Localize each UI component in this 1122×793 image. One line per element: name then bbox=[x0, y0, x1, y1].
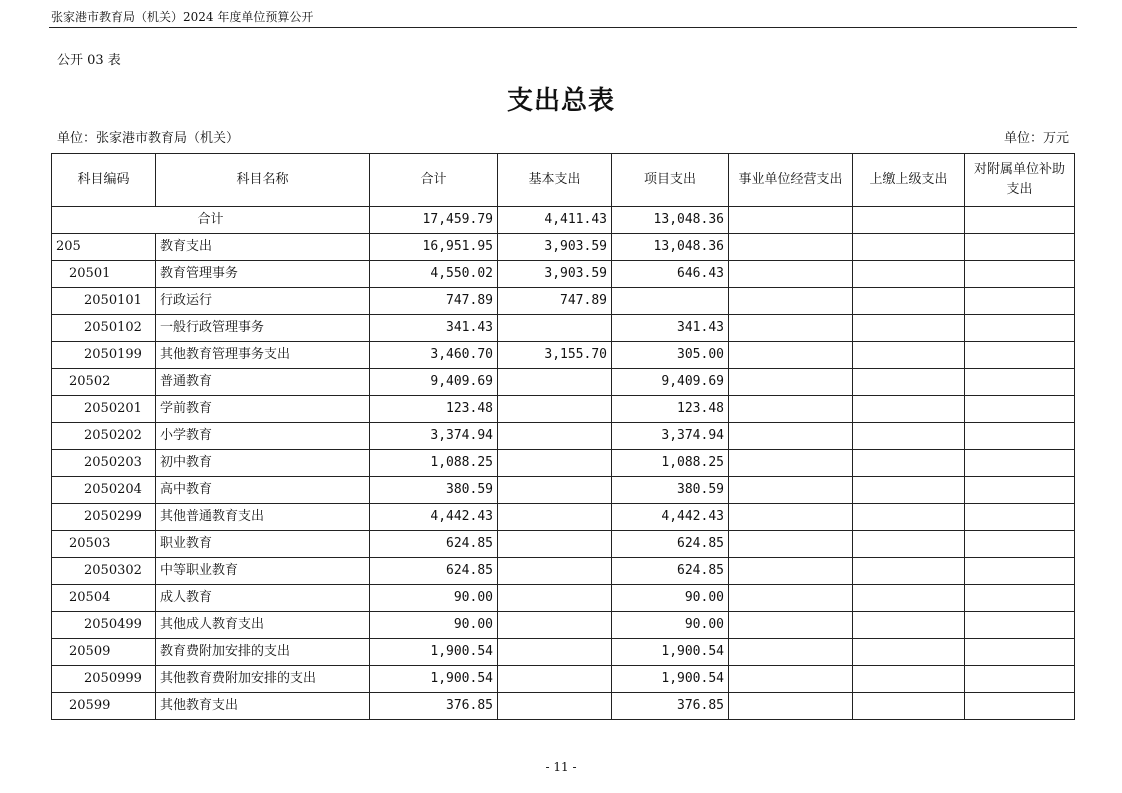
name-cell: 行政运行 bbox=[156, 288, 370, 315]
project-cell: 305.00 bbox=[612, 342, 729, 369]
header-business: 事业单位经营支出 bbox=[729, 154, 853, 207]
header-total: 合计 bbox=[370, 154, 498, 207]
business-cell bbox=[729, 342, 853, 369]
basic-cell: 3,903.59 bbox=[498, 261, 612, 288]
business-cell bbox=[729, 531, 853, 558]
currency-unit: 单位：万元 bbox=[1003, 131, 1069, 146]
code-cell: 2050499 bbox=[52, 612, 156, 639]
total-cell: 341.43 bbox=[370, 315, 498, 342]
code-cell: 2050102 bbox=[52, 315, 156, 342]
project-cell: 123.48 bbox=[612, 396, 729, 423]
basic-cell: 3,903.59 bbox=[498, 234, 612, 261]
project-cell: 9,409.69 bbox=[612, 369, 729, 396]
code-cell: 2050204 bbox=[52, 477, 156, 504]
upper-cell bbox=[853, 693, 965, 720]
project-cell: 376.85 bbox=[612, 693, 729, 720]
business-cell bbox=[729, 693, 853, 720]
subsidy-cell bbox=[965, 666, 1075, 693]
upper-cell bbox=[853, 423, 965, 450]
project-cell: 3,374.94 bbox=[612, 423, 729, 450]
project-cell: 1,900.54 bbox=[612, 666, 729, 693]
total-cell: 17,459.79 bbox=[370, 207, 498, 234]
upper-cell bbox=[853, 504, 965, 531]
business-cell bbox=[729, 261, 853, 288]
subsidy-cell bbox=[965, 585, 1075, 612]
subsidy-cell bbox=[965, 612, 1075, 639]
basic-cell bbox=[498, 423, 612, 450]
table-row bbox=[52, 315, 1075, 342]
total-row bbox=[52, 207, 1075, 234]
page-number: - 11 - bbox=[545, 760, 577, 774]
subsidy-cell bbox=[965, 693, 1075, 720]
total-cell: 90.00 bbox=[370, 612, 498, 639]
code-cell: 20503 bbox=[52, 531, 156, 558]
code-cell: 2050202 bbox=[52, 423, 156, 450]
total-cell: 1,900.54 bbox=[370, 666, 498, 693]
project-cell: 380.59 bbox=[612, 477, 729, 504]
header-subsidy: 对附属单位补助支出 bbox=[965, 154, 1075, 207]
project-cell: 13,048.36 bbox=[612, 234, 729, 261]
total-label: 合计 bbox=[52, 207, 370, 234]
upper-cell bbox=[853, 261, 965, 288]
header-code: 科目编码 bbox=[52, 154, 156, 207]
table-row bbox=[52, 531, 1075, 558]
name-cell: 其他成人教育支出 bbox=[156, 612, 370, 639]
business-cell bbox=[729, 288, 853, 315]
upper-cell bbox=[853, 558, 965, 585]
name-cell: 高中教育 bbox=[156, 477, 370, 504]
business-cell bbox=[729, 504, 853, 531]
basic-cell: 3,155.70 bbox=[498, 342, 612, 369]
header-upper: 上缴上级支出 bbox=[853, 154, 965, 207]
table-row bbox=[52, 612, 1075, 639]
table-row bbox=[52, 639, 1075, 666]
table-row bbox=[52, 585, 1075, 612]
table-row bbox=[52, 342, 1075, 369]
basic-cell bbox=[498, 612, 612, 639]
subsidy-cell bbox=[965, 639, 1075, 666]
upper-cell bbox=[853, 234, 965, 261]
upper-cell bbox=[853, 342, 965, 369]
name-cell: 小学教育 bbox=[156, 423, 370, 450]
table-row bbox=[52, 450, 1075, 477]
upper-cell bbox=[853, 369, 965, 396]
business-cell bbox=[729, 477, 853, 504]
total-cell: 123.48 bbox=[370, 396, 498, 423]
basic-cell bbox=[498, 639, 612, 666]
upper-cell bbox=[853, 315, 965, 342]
upper-cell bbox=[853, 477, 965, 504]
subsidy-cell bbox=[965, 531, 1075, 558]
project-cell: 90.00 bbox=[612, 585, 729, 612]
name-cell: 其他普通教育支出 bbox=[156, 504, 370, 531]
code-cell: 20501 bbox=[52, 261, 156, 288]
upper-cell bbox=[853, 585, 965, 612]
total-cell: 747.89 bbox=[370, 288, 498, 315]
table-row bbox=[52, 477, 1075, 504]
code-cell: 2050299 bbox=[52, 504, 156, 531]
table-row bbox=[52, 396, 1075, 423]
header-divider bbox=[49, 27, 1077, 28]
table-row bbox=[52, 558, 1075, 585]
business-cell bbox=[729, 558, 853, 585]
basic-cell bbox=[498, 369, 612, 396]
project-cell: 13,048.36 bbox=[612, 207, 729, 234]
project-cell: 1,088.25 bbox=[612, 450, 729, 477]
header-basic: 基本支出 bbox=[498, 154, 612, 207]
code-cell: 2050302 bbox=[52, 558, 156, 585]
basic-cell bbox=[498, 315, 612, 342]
basic-cell: 4,411.43 bbox=[498, 207, 612, 234]
expenditure-table bbox=[51, 153, 1075, 720]
name-cell: 中等职业教育 bbox=[156, 558, 370, 585]
code-cell: 20509 bbox=[52, 639, 156, 666]
page-title: 支出总表 bbox=[506, 86, 615, 116]
total-cell: 90.00 bbox=[370, 585, 498, 612]
upper-cell bbox=[853, 396, 965, 423]
name-cell: 学前教育 bbox=[156, 396, 370, 423]
subsidy-cell bbox=[965, 288, 1075, 315]
upper-cell bbox=[853, 288, 965, 315]
table-row bbox=[52, 234, 1075, 261]
business-cell bbox=[729, 315, 853, 342]
name-cell: 教育管理事务 bbox=[156, 261, 370, 288]
total-cell: 16,951.95 bbox=[370, 234, 498, 261]
upper-cell bbox=[853, 666, 965, 693]
subsidy-cell bbox=[965, 450, 1075, 477]
subsidy-cell bbox=[965, 315, 1075, 342]
subsidy-cell bbox=[965, 207, 1075, 234]
code-cell: 20504 bbox=[52, 585, 156, 612]
business-cell bbox=[729, 423, 853, 450]
business-cell bbox=[729, 666, 853, 693]
code-cell: 2050199 bbox=[52, 342, 156, 369]
upper-cell bbox=[853, 207, 965, 234]
name-cell: 初中教育 bbox=[156, 450, 370, 477]
form-number: 公开 03 表 bbox=[57, 53, 121, 68]
total-cell: 1,900.54 bbox=[370, 639, 498, 666]
name-cell: 一般行政管理事务 bbox=[156, 315, 370, 342]
basic-cell bbox=[498, 531, 612, 558]
project-cell: 1,900.54 bbox=[612, 639, 729, 666]
running-header: 张家港市教育局（机关）2024 年度单位预算公开 bbox=[51, 10, 314, 24]
business-cell bbox=[729, 396, 853, 423]
code-cell: 20502 bbox=[52, 369, 156, 396]
basic-cell bbox=[498, 666, 612, 693]
name-cell: 教育费附加安排的支出 bbox=[156, 639, 370, 666]
project-cell: 4,442.43 bbox=[612, 504, 729, 531]
reporting-unit: 单位：张家港市教育局（机关） bbox=[57, 131, 240, 146]
total-cell: 3,460.70 bbox=[370, 342, 498, 369]
subsidy-cell bbox=[965, 423, 1075, 450]
business-cell bbox=[729, 450, 853, 477]
total-cell: 3,374.94 bbox=[370, 423, 498, 450]
upper-cell bbox=[853, 639, 965, 666]
table-row bbox=[52, 423, 1075, 450]
table-row bbox=[52, 369, 1075, 396]
basic-cell bbox=[498, 396, 612, 423]
subsidy-cell bbox=[965, 342, 1075, 369]
table-row bbox=[52, 261, 1075, 288]
basic-cell bbox=[498, 450, 612, 477]
upper-cell bbox=[853, 612, 965, 639]
table-header-row bbox=[52, 154, 1075, 207]
upper-cell bbox=[853, 450, 965, 477]
subsidy-cell bbox=[965, 234, 1075, 261]
total-cell: 4,442.43 bbox=[370, 504, 498, 531]
project-cell bbox=[612, 288, 729, 315]
name-cell: 职业教育 bbox=[156, 531, 370, 558]
subsidy-cell bbox=[965, 261, 1075, 288]
table-row bbox=[52, 504, 1075, 531]
project-cell: 90.00 bbox=[612, 612, 729, 639]
basic-cell bbox=[498, 504, 612, 531]
upper-cell bbox=[853, 531, 965, 558]
basic-cell bbox=[498, 558, 612, 585]
code-cell: 20599 bbox=[52, 693, 156, 720]
table-row bbox=[52, 288, 1075, 315]
name-cell: 其他教育支出 bbox=[156, 693, 370, 720]
business-cell bbox=[729, 234, 853, 261]
subsidy-cell bbox=[965, 477, 1075, 504]
project-cell: 341.43 bbox=[612, 315, 729, 342]
business-cell bbox=[729, 369, 853, 396]
code-cell: 2050201 bbox=[52, 396, 156, 423]
subsidy-cell bbox=[965, 558, 1075, 585]
total-cell: 624.85 bbox=[370, 558, 498, 585]
name-cell: 普通教育 bbox=[156, 369, 370, 396]
header-project: 项目支出 bbox=[612, 154, 729, 207]
code-cell: 2050101 bbox=[52, 288, 156, 315]
name-cell: 其他教育管理事务支出 bbox=[156, 342, 370, 369]
basic-cell bbox=[498, 585, 612, 612]
total-cell: 4,550.02 bbox=[370, 261, 498, 288]
name-cell: 教育支出 bbox=[156, 234, 370, 261]
basic-cell bbox=[498, 477, 612, 504]
business-cell bbox=[729, 612, 853, 639]
header-name: 科目名称 bbox=[156, 154, 370, 207]
total-cell: 380.59 bbox=[370, 477, 498, 504]
subsidy-cell bbox=[965, 369, 1075, 396]
subsidy-cell bbox=[965, 396, 1075, 423]
project-cell: 624.85 bbox=[612, 531, 729, 558]
code-cell: 2050203 bbox=[52, 450, 156, 477]
business-cell bbox=[729, 639, 853, 666]
business-cell bbox=[729, 585, 853, 612]
total-cell: 624.85 bbox=[370, 531, 498, 558]
name-cell: 成人教育 bbox=[156, 585, 370, 612]
name-cell: 其他教育费附加安排的支出 bbox=[156, 666, 370, 693]
project-cell: 646.43 bbox=[612, 261, 729, 288]
subsidy-cell bbox=[965, 504, 1075, 531]
code-cell: 205 bbox=[52, 234, 156, 261]
business-cell bbox=[729, 207, 853, 234]
basic-cell: 747.89 bbox=[498, 288, 612, 315]
total-cell: 376.85 bbox=[370, 693, 498, 720]
total-cell: 9,409.69 bbox=[370, 369, 498, 396]
basic-cell bbox=[498, 693, 612, 720]
project-cell: 624.85 bbox=[612, 558, 729, 585]
total-cell: 1,088.25 bbox=[370, 450, 498, 477]
table-row bbox=[52, 666, 1075, 693]
table-row bbox=[52, 693, 1075, 720]
code-cell: 2050999 bbox=[52, 666, 156, 693]
